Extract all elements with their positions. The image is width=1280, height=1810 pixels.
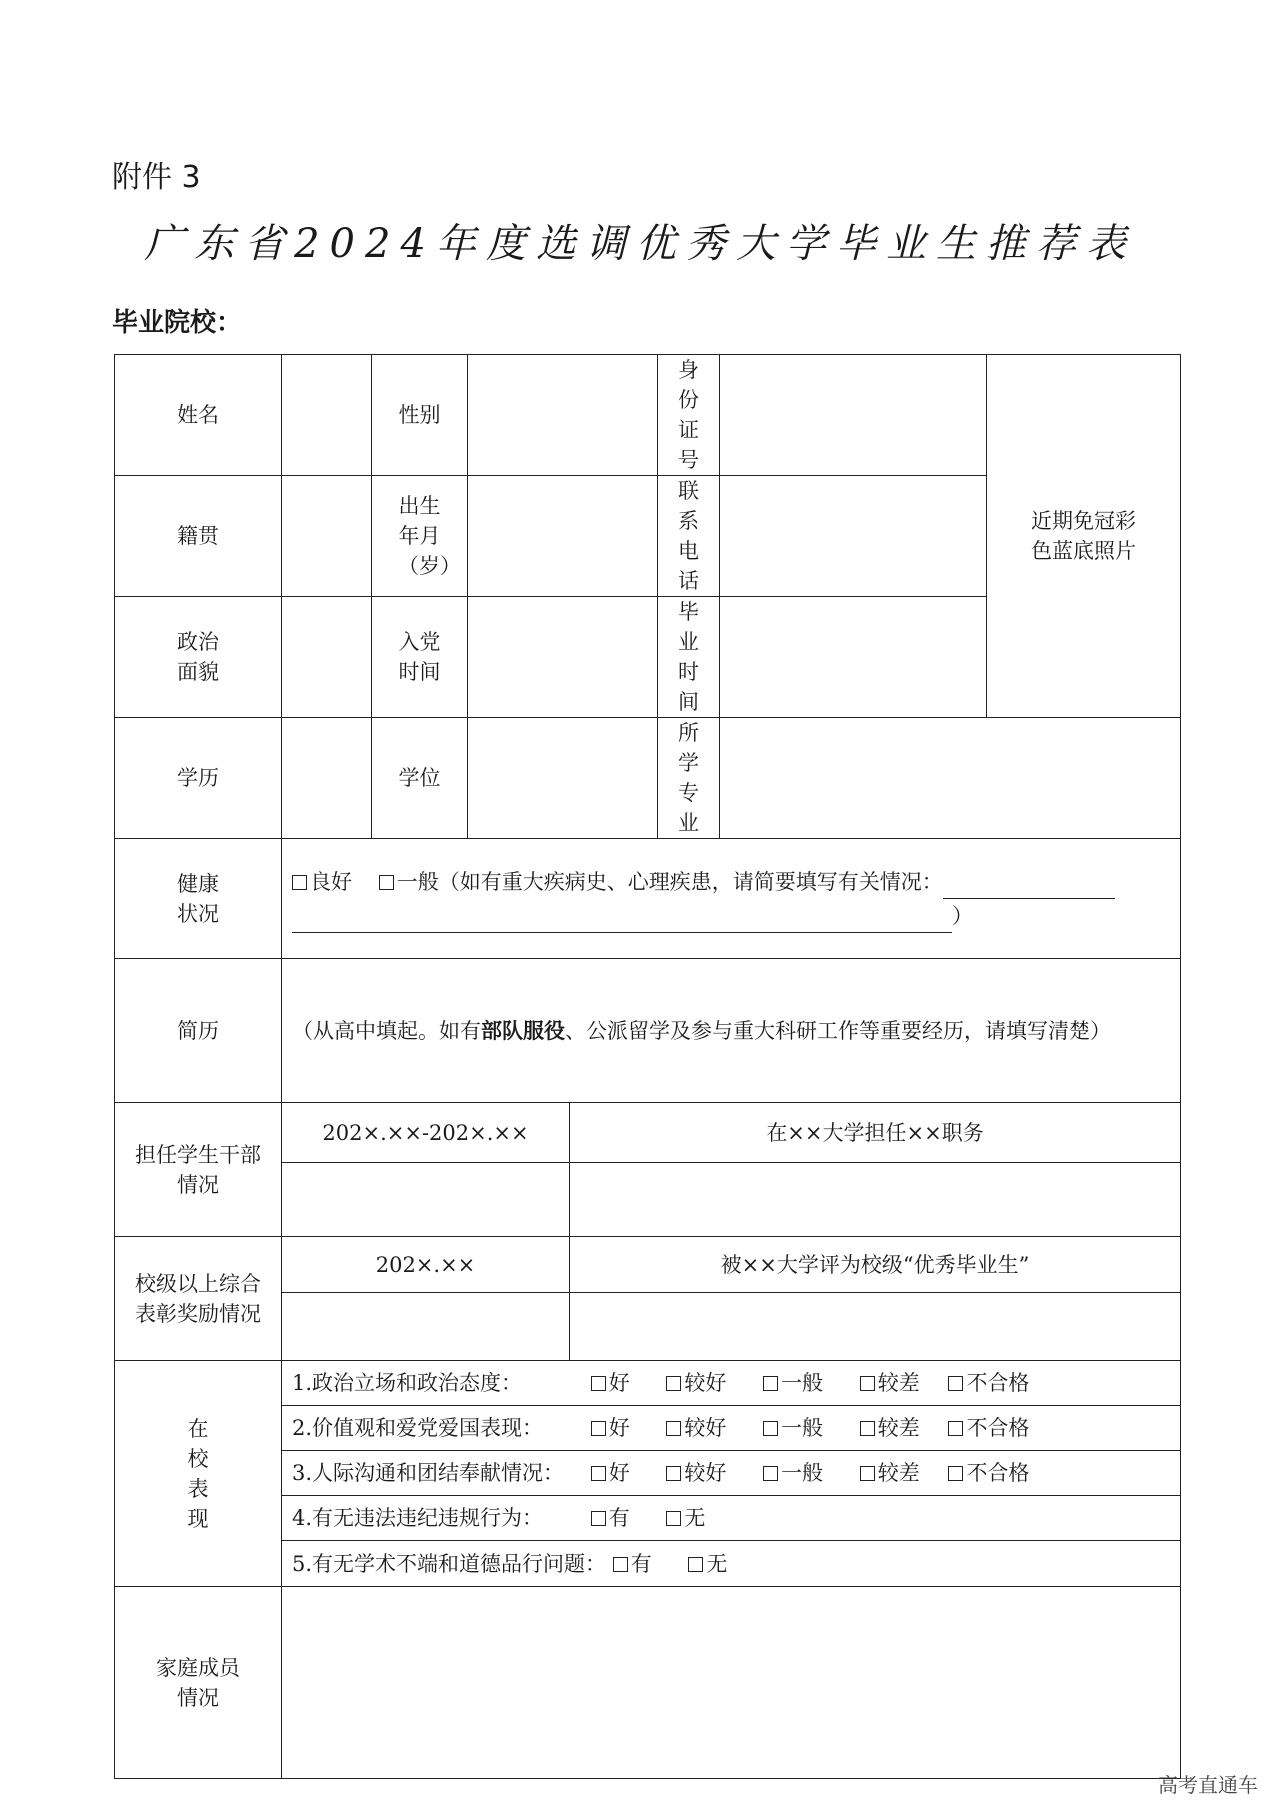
performance-label: 在校表现 — [115, 1361, 282, 1587]
checkbox[interactable] — [666, 1511, 681, 1526]
major-field[interactable] — [720, 718, 1181, 839]
performance-item-2: 2.价值观和爱党爱国表现： 好 较好 一般 较差 不合格 — [282, 1406, 1181, 1451]
checkbox[interactable] — [613, 1557, 628, 1572]
checkbox[interactable] — [948, 1466, 963, 1481]
id-number-label: 身份证号 — [658, 355, 720, 476]
health-detail-line-2[interactable] — [292, 910, 952, 933]
awards-label: 校级以上综合表彰奖励情况 — [115, 1237, 282, 1361]
phone-label: 联系电话 — [658, 476, 720, 597]
checkbox[interactable] — [591, 1376, 606, 1391]
awards-desc[interactable]: 被××大学评为校级“优秀毕业生” — [570, 1237, 1181, 1293]
checkbox[interactable] — [860, 1466, 875, 1481]
checkbox[interactable] — [591, 1511, 606, 1526]
resume-field[interactable] — [282, 959, 1181, 1103]
checkbox[interactable] — [948, 1421, 963, 1436]
awards-date-empty[interactable] — [282, 1293, 570, 1361]
party-join-field[interactable] — [468, 597, 658, 718]
gender-label: 性别 — [372, 355, 468, 476]
checkbox[interactable] — [666, 1376, 681, 1391]
resume-note-bold: 部队服役 — [481, 1017, 565, 1043]
performance-item-4: 4.有无违法违纪违规行为： 有 无 — [282, 1496, 1181, 1541]
checkbox[interactable] — [591, 1421, 606, 1436]
cadre-period[interactable]: 202×.××-202×.×× — [282, 1103, 570, 1163]
attachment-label: 附件 3 — [112, 160, 201, 195]
photo-note: 近期免冠彩色蓝底照片 — [1031, 509, 1137, 563]
family-field[interactable] — [282, 1587, 1181, 1779]
watermark: 高考直通车 — [1158, 1773, 1258, 1797]
photo-box[interactable] — [987, 355, 1181, 718]
cadre-period-empty[interactable] — [282, 1163, 570, 1237]
degree-label: 学位 — [372, 718, 468, 839]
native-place-label: 籍贯 — [115, 476, 282, 597]
school-label: 毕业院校： — [112, 308, 243, 338]
checkbox[interactable] — [860, 1376, 875, 1391]
checkbox[interactable] — [763, 1466, 778, 1481]
resume-note-suffix: 、公派留学及参与重大科研工作等重要经历，请填写清楚） — [565, 1018, 1111, 1043]
health-detail-line[interactable] — [943, 876, 1115, 899]
checkbox[interactable] — [860, 1421, 875, 1436]
performance-item-5: 5.有无学术不端和道德品行问题： 有 无 — [282, 1541, 1181, 1587]
major-label: 所学专业 — [658, 718, 720, 839]
health-normal-checkbox[interactable] — [379, 875, 394, 890]
health-good-label: 良好 — [310, 869, 352, 894]
form-title: 广东省2024年度选调优秀大学毕业生推荐表 — [144, 221, 1136, 267]
awards-desc-empty[interactable] — [570, 1293, 1181, 1361]
health-field — [282, 839, 1181, 959]
graduation-time-field[interactable] — [720, 597, 987, 718]
health-label: 健康状况 — [115, 839, 282, 959]
political-status-label: 政治面貌 — [115, 597, 282, 718]
family-label: 家庭成员情况 — [115, 1587, 282, 1779]
checkbox[interactable] — [688, 1557, 703, 1572]
name-label: 姓名 — [115, 355, 282, 476]
health-normal-label: 一般（如有重大疾病史、心理疾患，请简要填写有关情况： — [396, 869, 943, 894]
degree-field[interactable] — [468, 718, 658, 839]
health-good-checkbox[interactable] — [292, 875, 307, 890]
education-field[interactable] — [282, 718, 372, 839]
graduation-time-label: 毕业时间 — [658, 597, 720, 718]
party-join-label: 入党时间 — [372, 597, 468, 718]
checkbox[interactable] — [763, 1421, 778, 1436]
birth-label: 出生年月（岁） — [372, 476, 468, 597]
native-place-field[interactable] — [282, 476, 372, 597]
checkbox[interactable] — [763, 1376, 778, 1391]
checkbox[interactable] — [591, 1466, 606, 1481]
checkbox[interactable] — [666, 1466, 681, 1481]
birth-field[interactable] — [468, 476, 658, 597]
cadre-label: 担任学生干部情况 — [115, 1103, 282, 1237]
education-label: 学历 — [115, 718, 282, 839]
phone-field[interactable] — [720, 476, 987, 597]
performance-item-3: 3.人际沟通和团结奉献情况： 好 较好 一般 较差 不合格 — [282, 1451, 1181, 1496]
cadre-position[interactable]: 在××大学担任××职务 — [570, 1103, 1181, 1163]
cadre-position-empty[interactable] — [570, 1163, 1181, 1237]
name-field[interactable] — [282, 355, 372, 476]
id-number-field[interactable] — [720, 355, 987, 476]
political-status-field[interactable] — [282, 597, 372, 718]
checkbox[interactable] — [666, 1421, 681, 1436]
gender-field[interactable] — [468, 355, 658, 476]
recommendation-form — [114, 354, 1181, 1779]
resume-label: 简历 — [115, 959, 282, 1103]
awards-date[interactable]: 202×.×× — [282, 1237, 570, 1293]
resume-note-prefix: （从高中填起。如有 — [292, 1018, 481, 1043]
checkbox[interactable] — [948, 1376, 963, 1391]
health-close: ） — [952, 903, 973, 928]
performance-item-1: 1.政治立场和政治态度： 好 较好 一般 较差 不合格 — [282, 1361, 1181, 1406]
